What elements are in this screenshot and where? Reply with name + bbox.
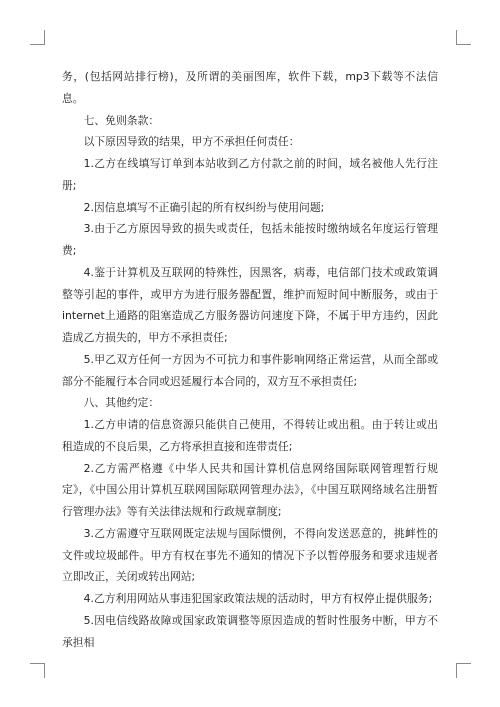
clause-item: 5.因电信线路故障或国家政策调整等原因造成的暂时性服务中断，甲方不承担相 — [62, 613, 438, 649]
paragraph: 以下原因导致的结果，甲方不承担任何责任： — [83, 135, 300, 149]
clause-item: 4.鉴于计算机及互联网的特殊性，因黑客，病毒，电信部门技术或政策调整等引起的事件，或甲方为进行服务器配置，维护而短时间中断服务，或由于internet上通路的阻塞造成乙方服务器访问速度下降，不属于甲方违约，因此造成乙方损失的，甲方不承担责任; — [62, 265, 438, 344]
clause-item: 2.乙方需严格遵《中华人民共和国计算机信息网络国际联网管理暂行规定》，《中国公用计算机互联网国际联网管理办法》，《中国互联网络域名注册暂行管理办法》等有关法律法规和行政规章制度; — [62, 461, 438, 518]
section-heading-disclaimer: 七、免则条款： — [83, 113, 160, 127]
clause-item: 3.乙方需遵守互联网既定法规与国际惯例，不得向发送恶意的，挑衅性的文件或垃圾邮件。甲方有权在事先不通知的情况下予以暂停服务和要求违规者立即改正，关闭或转出网站; — [62, 526, 438, 584]
corner-mark-bottom-left — [30, 663, 45, 678]
corner-mark-bottom-right — [456, 663, 471, 678]
clause-item: 1.乙方申请的信息资源只能供自己使用，不得转让或出租。由于转让或出租造成的不良后果，乙方将承担直接和连带责任; — [62, 418, 438, 453]
clause-item: 3.由于乙方原因导致的损失或责任，包括未能按时缴纳域名年度运行管理费; — [62, 222, 438, 257]
section-heading-other: 八、其他约定： — [83, 396, 160, 410]
paragraph-continuation: 务，(包括网站排行榜)，及所谓的美丽图库，软件下载，mp3下载等不法信息。 — [62, 70, 438, 105]
document-body — [62, 66, 438, 653]
corner-mark-top-left — [30, 30, 45, 45]
clause-item: 1.乙方在线填写订单到本站收到乙方付款之前的时间，域名被他人先行注册; — [62, 157, 438, 192]
corner-mark-top-right — [456, 30, 471, 45]
clause-item: 2.因信息填写不正确引起的所有权纠纷与使用问题; — [83, 200, 325, 214]
clause-item: 5.甲乙双方任何一方因为不可抗力和事件影响网络正常运营，从而全部或部分不能履行本合同或迟延履行本合同的，双方互不承担责任; — [62, 352, 438, 388]
clause-item: 4.乙方利用网站从事违犯国家政策法规的活动时，甲方有权停止提供服务; — [83, 592, 433, 605]
